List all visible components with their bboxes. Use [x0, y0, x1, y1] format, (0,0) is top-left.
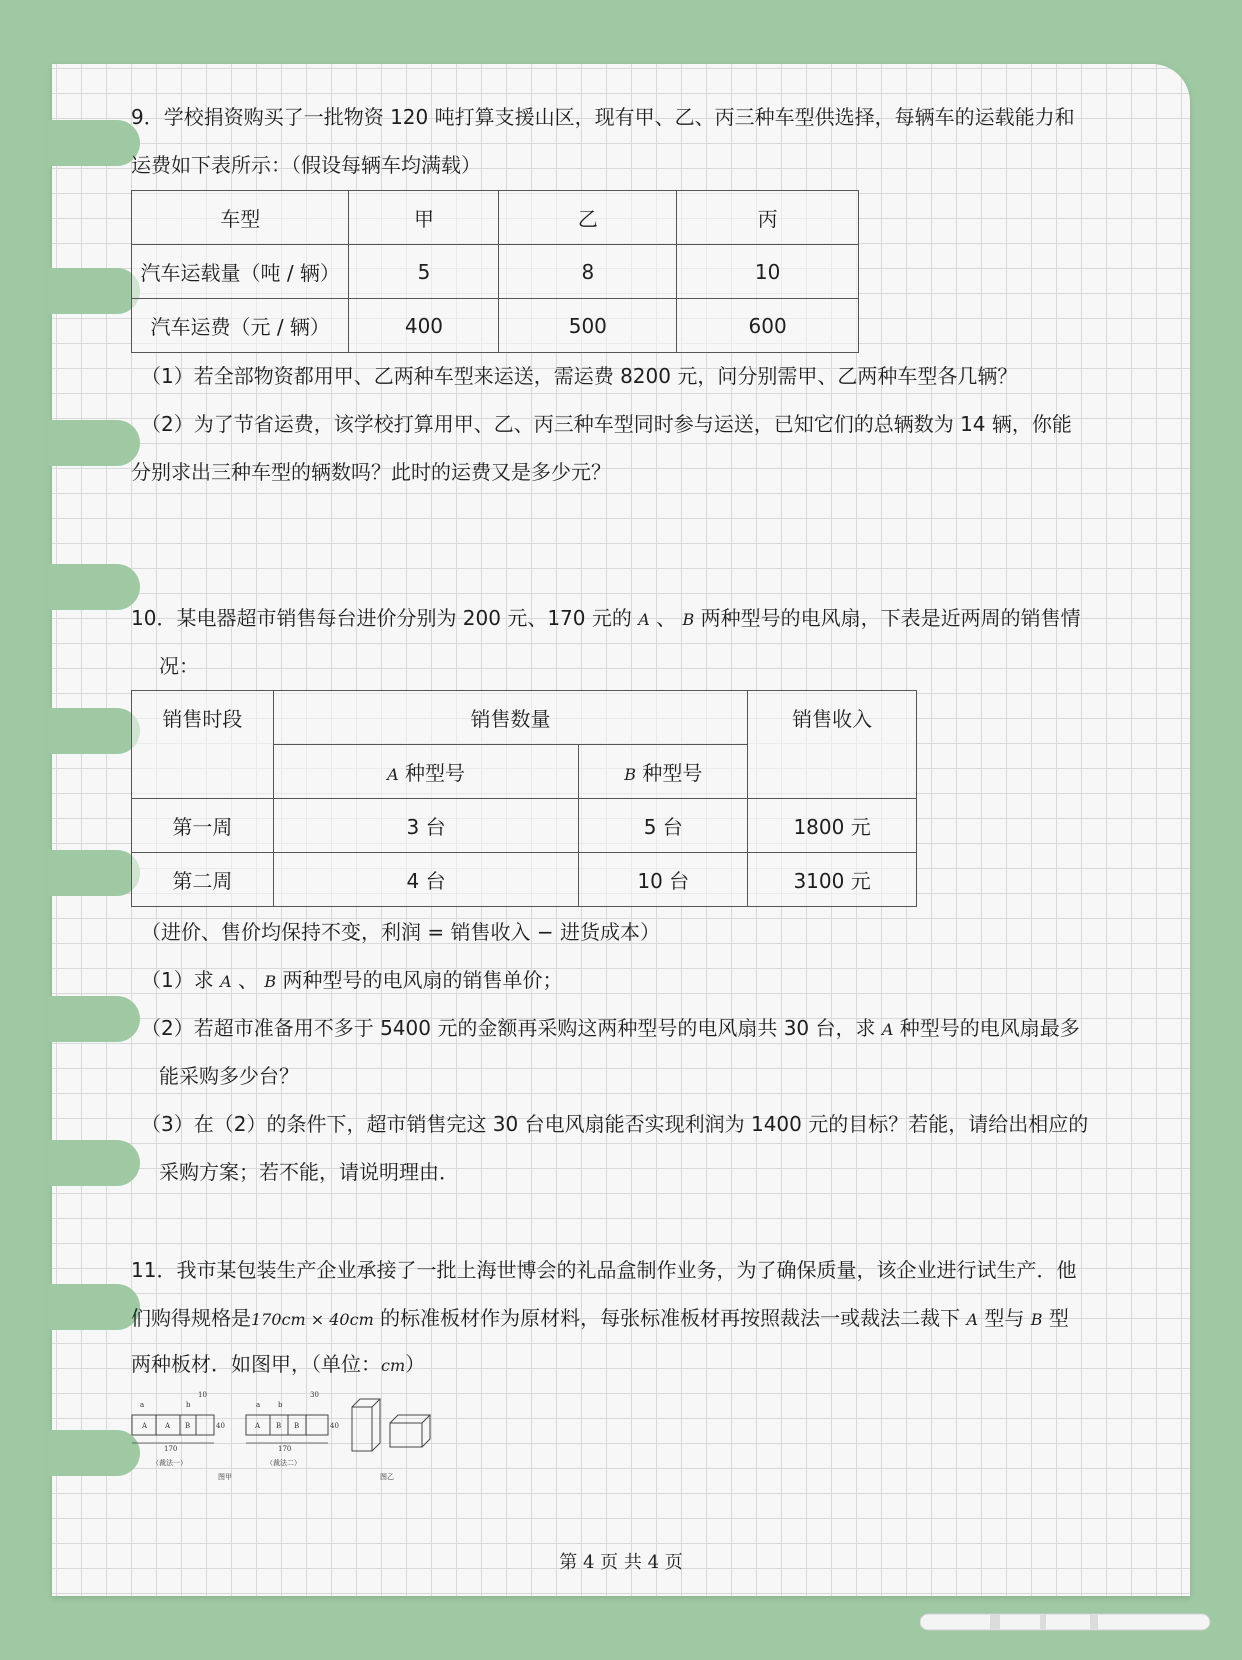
box-drawings	[352, 1399, 430, 1451]
var-a: A	[220, 972, 232, 991]
table-cell: 400	[349, 299, 499, 353]
q10-part1-text: 两种型号的电风扇的销售单价；	[276, 968, 563, 992]
cell-label-a: A	[255, 1422, 261, 1430]
table-cell: 5	[349, 245, 499, 299]
q11-line1: 11．我市某包装生产企业承接了一批上海世博会的礼品盒制作业务，为了确保质量，该企业进行试生产．他	[131, 1258, 1077, 1282]
cell-label-b: B	[185, 1422, 191, 1430]
table-cell: 第二周	[132, 853, 274, 907]
dim-40: 40	[216, 1422, 225, 1430]
var-a: A	[387, 765, 399, 784]
table-cell: 600	[677, 299, 859, 353]
dim-30: 30	[310, 1391, 319, 1399]
q10-part1	[141, 956, 563, 1006]
q9-table	[131, 190, 859, 353]
cell-label-b: B	[294, 1422, 300, 1430]
q11-line2-text: 型与	[978, 1306, 1031, 1330]
var-a: A	[638, 610, 650, 629]
q10-header-type-b	[579, 745, 748, 799]
table-cell: 3 台	[273, 799, 579, 853]
q9-table-header	[132, 191, 859, 245]
dim-a: a	[256, 1401, 261, 1409]
method-two-board	[246, 1391, 339, 1467]
dim-40: 40	[330, 1422, 339, 1430]
q10-header-type-a	[273, 745, 579, 799]
binder-hole	[48, 850, 140, 896]
q10-line2: 况：	[159, 654, 199, 678]
dim-b: b	[278, 1401, 283, 1409]
separator: 、	[649, 606, 683, 630]
var-b: B	[264, 972, 277, 991]
binder-hole	[48, 1430, 140, 1476]
q10-line1	[131, 594, 1081, 644]
table-cell: 汽车运费（元 / 辆）	[132, 299, 349, 353]
method-one-label: （裁法一）	[152, 1459, 187, 1467]
q10-part2-text: 种型号的电风扇最多	[893, 1016, 1080, 1040]
var-a: A	[881, 1020, 894, 1039]
table-cell: 3100 元	[748, 853, 917, 907]
q9-header-cell: 车型	[132, 191, 349, 245]
table-cell: 4 台	[273, 853, 579, 907]
q9-header-cell: 乙	[499, 191, 677, 245]
cell-label-b: B	[276, 1422, 282, 1430]
q10-part3-line1: （3）在（2）的条件下，超市销售完这 30 台电风扇能否实现利润为 1400 元的目标？若能，请给出相应的	[141, 1112, 1089, 1136]
q9-part2-line1: （2）为了节省运费，该学校打算用甲、乙、丙三种车型同时参与运送，已知它们的总辆数为 14 辆，你能	[141, 412, 1072, 436]
board-spec: 170cm × 40cm	[251, 1310, 374, 1329]
figure-a-label: 图甲	[218, 1473, 232, 1481]
q11-line2-text: 的标准板材作为原材料，每张标准板材再按照裁法一或裁法二裁下	[373, 1306, 967, 1330]
q11-line2-text: 们购得规格是	[131, 1306, 251, 1330]
figure-b-label: 图乙	[380, 1473, 394, 1481]
method-two-label: （裁法二）	[266, 1459, 301, 1467]
binder-hole	[48, 120, 140, 166]
q11-line3-text: ）	[405, 1352, 426, 1376]
q10-part3-line2: 采购方案；若不能，请说明理由．	[159, 1160, 459, 1184]
table-row	[132, 799, 917, 853]
table-row	[132, 245, 859, 299]
q10-header-quantity: 销售数量	[273, 691, 747, 745]
table-cell: 第一周	[132, 799, 274, 853]
binder-hole	[48, 420, 140, 466]
binder-hole	[48, 708, 140, 754]
q10-table	[131, 690, 917, 907]
var-b: B	[682, 610, 695, 629]
dim-10: 10	[198, 1391, 207, 1399]
method-one-board	[132, 1391, 225, 1467]
q10-part2-text: （2）若超市准备用不多于 5400 元的金额再采购这两种型号的电风扇共 30 台，求	[141, 1016, 882, 1040]
q10-part2-line1	[141, 1004, 1080, 1054]
q9-line1: 9．学校捐资购买了一批物资 120 吨打算支援山区，现有甲、乙、丙三种车型供选择，每辆车的运载能力和	[131, 105, 1075, 129]
q11-line2	[131, 1294, 1069, 1344]
q11-line3	[131, 1340, 425, 1390]
q10-header-revenue: 销售收入	[748, 691, 917, 799]
table-cell: 5 台	[579, 799, 748, 853]
binder-hole	[48, 1284, 140, 1330]
q9-part1: （1）若全部物资都用甲、乙两种车型来运送，需运费 8200 元，问分别需甲、乙两种车型各几辆？	[141, 364, 1018, 388]
binder-hole	[48, 996, 140, 1042]
q10-header-period: 销售时段	[132, 691, 274, 799]
q9-header-cell: 甲	[349, 191, 499, 245]
pen-decoration	[920, 1608, 1220, 1638]
unit: cm	[381, 1356, 406, 1375]
q10-part2-line2: 能采购多少台？	[159, 1064, 299, 1088]
table-cell: 10	[677, 245, 859, 299]
q10-line1-text: 10．某电器超市销售每台进价分别为 200 元、170 元的	[131, 606, 639, 630]
q9-line2: 运费如下表所示：（假设每辆车均满载）	[131, 153, 481, 177]
separator: 、	[231, 968, 265, 992]
binder-hole	[48, 1140, 140, 1186]
dim-170: 170	[278, 1445, 292, 1453]
q9-part2-line2: 分别求出三种车型的辆数吗？此时的运费又是多少元？	[131, 460, 611, 484]
q10-note: （进价、售价均保持不变，利润 = 销售收入 − 进货成本）	[141, 920, 660, 944]
q11-line2-text: 型	[1042, 1306, 1069, 1330]
table-cell: 10 台	[579, 853, 748, 907]
var-b: B	[624, 765, 636, 784]
dim-b: b	[186, 1401, 191, 1409]
cell-label-a: A	[142, 1422, 148, 1430]
var-b: B	[1030, 1310, 1043, 1329]
table-row	[132, 299, 859, 353]
q9-header-cell: 丙	[677, 191, 859, 245]
q11-line3-text: 两种板材．如图甲，（单位：	[131, 1352, 381, 1376]
table-cell: 8	[499, 245, 677, 299]
binder-hole	[48, 564, 140, 610]
type-label: 种型号	[398, 761, 466, 785]
table-cell: 500	[499, 299, 677, 353]
table-cell: 1800 元	[748, 799, 917, 853]
q10-line1-text: 两种型号的电风扇，下表是近两周的销售情	[694, 606, 1081, 630]
table-row	[132, 853, 917, 907]
q10-part1-text: （1）求	[141, 968, 221, 992]
dim-a: a	[140, 1401, 145, 1409]
cutting-diagram	[128, 1385, 468, 1485]
cell-label-a: A	[165, 1422, 171, 1430]
binder-hole	[48, 268, 140, 314]
type-label: 种型号	[635, 761, 703, 785]
q10-table-header	[132, 691, 917, 745]
table-cell: 汽车运载量（吨 / 辆）	[132, 245, 349, 299]
dim-170: 170	[164, 1445, 178, 1453]
var-a: A	[966, 1310, 979, 1329]
page-footer: 第 4 页 共 4 页	[559, 1552, 683, 1573]
